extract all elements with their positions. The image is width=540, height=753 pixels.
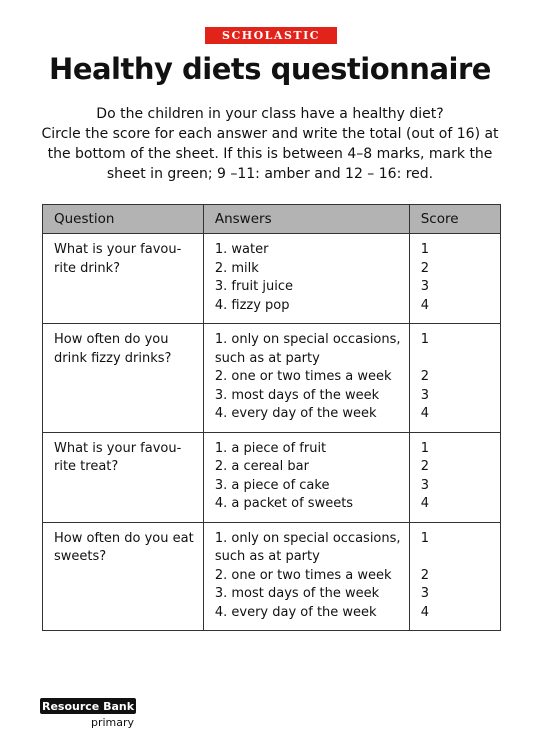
- answers-cell: [203, 324, 409, 433]
- publisher-logo: SCHOLASTIC: [205, 27, 337, 44]
- score-value[interactable]: 3: [420, 387, 429, 403]
- questionnaire-table: [42, 204, 501, 631]
- score-value[interactable]: 4: [420, 496, 429, 511]
- question-cell: [43, 522, 204, 631]
- score-value[interactable]: 4: [420, 297, 429, 313]
- intro-line: the bottom of the sheet. If this is between 4–8 marks, mark the: [47, 146, 493, 162]
- answer-option: 4. fizzy pop: [214, 297, 290, 313]
- answer-option: 4. a packet of sweets: [214, 496, 354, 511]
- resource-bank-subtitle: primary: [91, 716, 135, 729]
- answer-option: 2. one or two times a week: [214, 369, 392, 384]
- answer-option: 4. every day of the week: [214, 604, 377, 620]
- answer-option: 3. most days of the week: [214, 586, 380, 601]
- table-header-row: [43, 205, 501, 234]
- answer-option: 1. only on special occasions,: [214, 332, 401, 347]
- question-line: drink fizzy drinks?: [54, 350, 172, 366]
- answer-option: 3. most days of the week: [214, 387, 380, 403]
- score-value[interactable]: 1: [420, 440, 429, 456]
- page-title: Healthy diets questionnaire: [49, 52, 491, 86]
- intro-line: Circle the score for each answer and write the total (out of 16) at: [41, 126, 499, 142]
- score-spacer: [421, 548, 500, 567]
- question-line: sweets?: [54, 549, 107, 564]
- answer-option: 2. a cereal bar: [214, 459, 309, 474]
- intro-line: Do the children in your class have a healthy diet?: [96, 106, 444, 122]
- answer-option: 3. a piece of cake: [214, 477, 330, 493]
- table-row: [43, 522, 501, 631]
- score-cell: [409, 234, 500, 324]
- question-line: How often do you eat: [54, 530, 194, 546]
- answer-option: such as at party: [214, 549, 320, 564]
- score-cell: [409, 522, 500, 631]
- answer-option: 3. fruit juice: [214, 279, 293, 294]
- table-row: [43, 234, 501, 324]
- answer-option: 1. a piece of fruit: [214, 440, 327, 456]
- question-line: rite drink?: [54, 260, 121, 276]
- question-line: What is your favou-: [54, 440, 182, 456]
- question-line: What is your favou-: [54, 242, 182, 257]
- header-answers: Answers: [203, 205, 409, 234]
- answer-option: 4. every day of the week: [214, 406, 377, 421]
- header-score: Score: [409, 205, 500, 234]
- score-value[interactable]: 4: [420, 406, 429, 421]
- score-value[interactable]: 2: [420, 260, 429, 276]
- resource-bank-logo: Resource Bank: [41, 699, 135, 713]
- score-value[interactable]: 3: [420, 279, 429, 294]
- question-cell: [43, 324, 204, 433]
- score-value[interactable]: 1: [420, 332, 429, 347]
- score-cell: [409, 432, 500, 522]
- answer-option: 2. milk: [214, 260, 259, 276]
- score-value[interactable]: 2: [420, 567, 429, 583]
- answer-option: 1. water: [214, 242, 269, 257]
- answers-cell: [203, 234, 409, 324]
- table-row: [43, 324, 501, 433]
- score-value[interactable]: 4: [420, 604, 429, 620]
- answer-option: 1. only on special occasions,: [214, 530, 401, 546]
- answers-cell: [203, 522, 409, 631]
- intro-line: sheet in green; 9 –11: amber and 12 – 16: red.: [106, 166, 434, 182]
- question-cell: [43, 234, 204, 324]
- question-line: How often do you: [54, 332, 169, 347]
- score-value[interactable]: 2: [420, 369, 429, 384]
- header-question: Question: [43, 205, 204, 234]
- score-value[interactable]: 1: [420, 530, 429, 546]
- answer-option: such as at party: [214, 350, 320, 366]
- intro-text: [40, 104, 500, 184]
- answers-cell: [203, 432, 409, 522]
- score-value[interactable]: 1: [420, 242, 429, 257]
- score-spacer: [421, 350, 500, 369]
- question-cell: [43, 432, 204, 522]
- answer-option: 2. one or two times a week: [214, 567, 392, 583]
- question-line: rite treat?: [54, 459, 119, 474]
- score-value[interactable]: 3: [420, 477, 429, 493]
- score-value[interactable]: 3: [420, 586, 429, 601]
- table-row: [43, 432, 501, 522]
- score-value[interactable]: 2: [420, 459, 429, 474]
- score-cell: [409, 324, 500, 433]
